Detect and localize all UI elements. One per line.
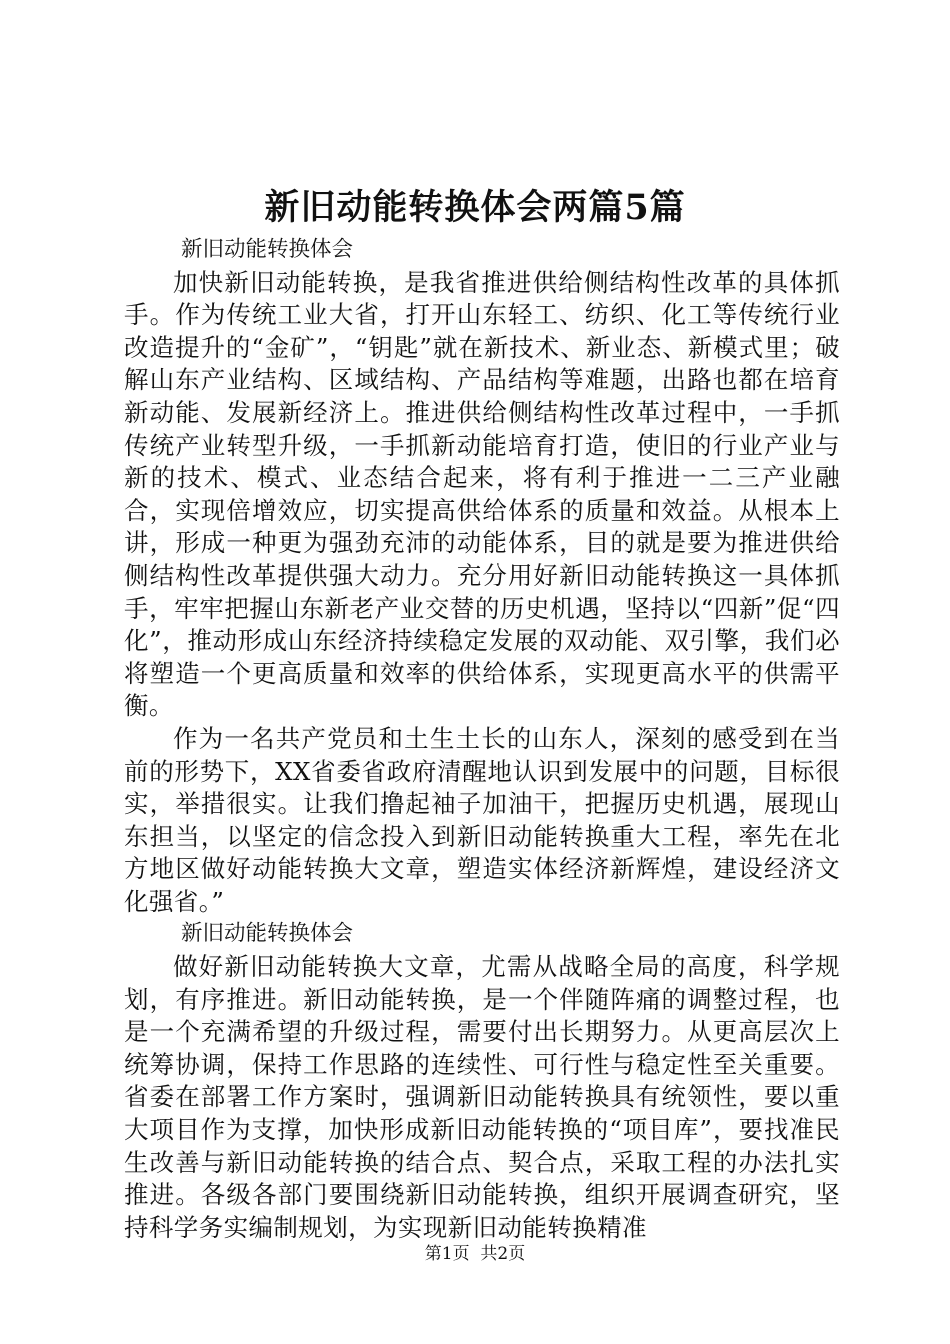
section-heading: 新旧动能转换体会 — [181, 921, 354, 947]
paragraph: 作为一名共产党员和土生土长的山东人，深刻的感受到在当前的形势下，XX省委省政府清醒地认识到发展中的问题，目标很实，举措很实。让我们撸起袖子加油干，把握历史机遇，展现山东担当，以坚定的信念投入到新旧动能转换重大工程，率先在北方地区做好动能转换大文章，塑造实体经济新辉煌，建设经济文化强省。” — [124, 723, 840, 916]
page-number: 第1页 — [424, 1244, 470, 1264]
document-title: 新旧动能转换体会两篇5篇 — [264, 187, 686, 228]
document-body — [124, 234, 840, 1244]
paragraph: 加快新旧动能转换，是我省推进供给侧结构性改革的具体抓手。作为传统工业大省，打开山东轻工、纺织、化工等传统行业改造提升的“金矿”，“钥匙”就在新技术、新业态、新模式里；破解山东产业结构、区域结构、产品结构等难题，出路也都在培育新动能、发展新经济上。推进供给侧结构性改革过程中，一手抓传统产业转型升级，一手抓新动能培育打造，使旧的行业产业与新的技术、模式、业态结合起来，将有利于推进一二三产业融合，实现倍增效应，切实提高供给体系的质量和效益。从根本上讲，形成一种更为强劲充沛的动能体系，目的就是要为推进供给侧结构性改革提供强大动力。充分用好新旧动能转换这一具体抓手，牢牢把握山东新老产业交替的历史机遇，坚持以“四新”促“四化”，推动形成山东经济持续稳定发展的双动能、双引擎，我们必将塑造一个更高质量和效率的供给体系，实现更高水平的供需平衡。 — [124, 267, 840, 721]
paragraph: 做好新旧动能转换大文章，尤需从战略全局的高度，科学规划，有序推进。新旧动能转换，是一个伴随阵痛的调整过程，也是一个充满希望的升级过程，需要付出长期努力。从更高层次上统筹协调，保持工作思路的连续性、可行性与稳定性至关重要。省委在部署工作方案时，强调新旧动能转换具有统领性，要以重大项目作为支撑，加快形成新旧动能转换的“项目库”，要找准民生改善与新旧动能转换的结合点、契合点，采取工程的办法扎实推进。各级各部门要围绕新旧动能转换，组织开展调查研究，坚持科学务实编制规划，为实现新旧动能转换精准 — [124, 952, 840, 1242]
page-total: 共2页 — [480, 1244, 526, 1264]
section-heading: 新旧动能转换体会 — [181, 237, 354, 262]
page-footer — [0, 1242, 950, 1266]
